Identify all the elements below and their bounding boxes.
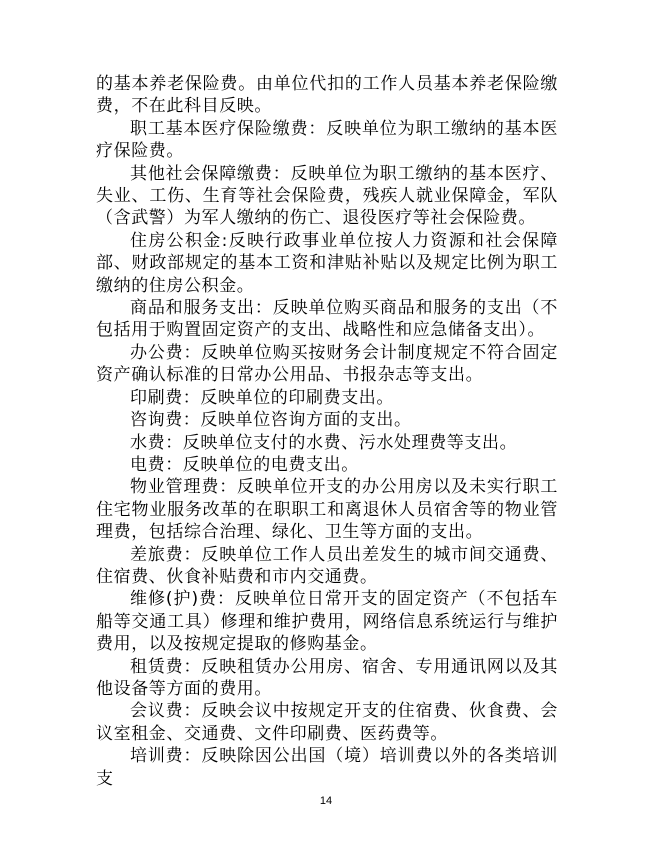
- paragraph-continuation: 的基本养老保险费。由单位代扣的工作人员基本养老保险缴费，不在此科目反映。: [96, 74, 558, 117]
- paragraph-printing: 印刷费：反映单位的印刷费支出。: [130, 387, 394, 408]
- paragraph-medical-insurance: 职工基本医疗保险缴费：反映单位为职工缴纳的基本医疗保险费。: [96, 118, 558, 162]
- paragraph-electricity: 电费：反映单位的电费支出。: [130, 454, 359, 475]
- paragraph-office-expenses: 办公费：反映单位购买按财务会计制度规定不符合固定资产确认标准的日常办公用品、书报杂志等支出。: [96, 342, 558, 386]
- paragraph-other-social-security: 其他社会保障缴费：反映单位为职工缴纳的基本医疗、失业、工伤、生育等社会保险费，残疾人就业保障金，军队（含武警）为军人缴纳的伤亡、退役医疗等社会保险费。: [96, 163, 558, 229]
- paragraph-training: 培训费：反映除因公出国（境）培训费以外的各类培训支: [96, 746, 558, 789]
- paragraph-travel: 差旅费：反映单位工作人员出差发生的城市间交通费、住宿费、伙食补贴费和市内交通费。: [96, 544, 558, 587]
- paragraph-housing-fund: 住房公积金:反映行政事业单位按人力资源和社会保障部、财政部规定的基本工资和津贴补贴以及规定比例为职工缴纳的住房公积金。: [96, 230, 558, 296]
- paragraph-property-management: 物业管理费：反映单位开支的办公用房以及未实行职工住宅物业服务改革的在职职工和离退休人员宿舍等的物业管理费，包括综合治理、绿化、卫生等方面的支出。: [96, 477, 558, 543]
- paragraph-maintenance: 维修(护)费：反映单位日常开支的固定资产（不包括车船等交通工具）修理和维护费用，网络信息系统运行与维护费用，以及按规定提取的修购基金。: [96, 589, 558, 655]
- paragraph-rental: 租赁费：反映租赁办公用房、宿舍、专用通讯网以及其他设备等方面的费用。: [96, 656, 558, 699]
- page-number: 14: [319, 795, 333, 807]
- paragraph-consulting: 咨询费：反映单位咨询方面的支出。: [130, 410, 412, 431]
- paragraph-meeting: 会议费：反映会议中按规定开支的住宿费、伙食费、会议室租金、交通费、文件印刷费、医药费等。: [96, 701, 558, 744]
- body-text: [96, 73, 558, 790]
- paragraph-water: 水费：反映单位支付的水费、污水处理费等支出。: [130, 432, 518, 453]
- paragraph-goods-services: 商品和服务支出：反映单位购买商品和服务的支出（不包括用于购置固定资产的支出、战略性和应急储备支出）。: [96, 298, 558, 341]
